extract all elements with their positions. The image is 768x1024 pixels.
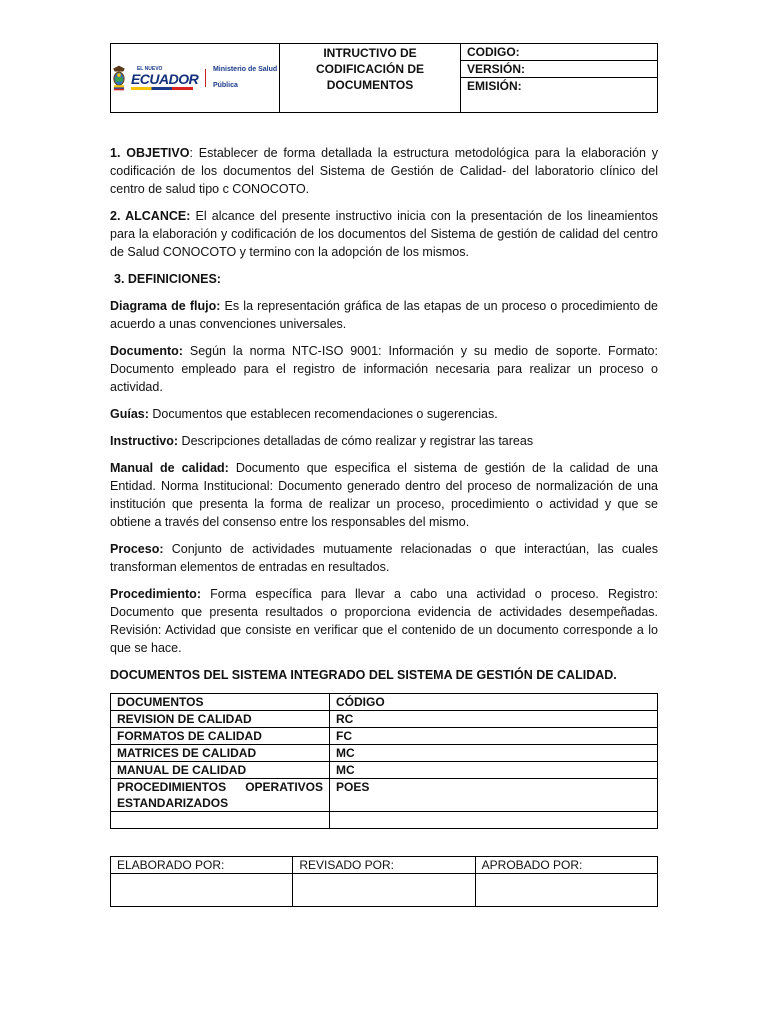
definition-item	[110, 297, 658, 333]
docs-table-heading: DOCUMENTOS DEL SISTEMA INTEGRADO DEL SISTEMA DE GESTIÓN DE CALIDAD.	[110, 668, 617, 682]
revisado-signature-area	[293, 874, 475, 907]
logo-divider	[205, 69, 206, 87]
definition-term: Diagrama de flujo:	[110, 299, 221, 313]
ministry-logo	[111, 44, 279, 112]
objetivo-paragraph	[110, 144, 658, 198]
doc-cell: REVISION DE CALIDAD	[111, 711, 330, 728]
definition-text: Descripciones detalladas de cómo realizar y registrar las tareas	[178, 434, 534, 448]
elaborado-signature-area	[111, 874, 293, 907]
code-cell: MC	[330, 762, 658, 779]
logo-cell	[111, 44, 280, 113]
objetivo-label: 1. OBJETIVO	[110, 146, 190, 160]
definition-text: Documento que especifica el sistema de gestión de la calidad de una Entidad. Norma Institucional: Documento generado dentro del proceso de normalización de una institución que presenta la forma de realizar un proceso, procedimiento o actividad y que se obtiene a través del consenso entre los responsables del mismo.	[110, 461, 658, 529]
document-header	[110, 43, 658, 113]
doc-cell: MATRICES DE CALIDAD	[111, 745, 330, 762]
table-row	[111, 779, 658, 812]
definition-term: Guías:	[110, 407, 149, 421]
document-title: INTRUCTIVO DE CODIFICACIÓN DE DOCUMENTOS	[280, 44, 461, 113]
emision-label: EMISIÓN:	[461, 78, 658, 95]
definition-text: Conjunto de actividades mutuamente relacionadas o que interactúan, las cuales transforman elementos de entradas en resultados.	[110, 542, 658, 574]
logo-brand-text: ECUADOR	[130, 70, 199, 87]
doc-cell-line: PROCEDIMIENTOS OPERATIVOS	[117, 780, 323, 794]
table-row	[111, 728, 658, 745]
definition-term: Proceso:	[110, 542, 164, 556]
codigo-label: CODIGO:	[461, 44, 658, 61]
signature-table	[110, 856, 658, 907]
doc-cell: FORMATOS DE CALIDAD	[111, 728, 330, 745]
definition-item	[110, 405, 658, 423]
alcance-label: 2. ALCANCE:	[110, 209, 191, 223]
table-header-row	[111, 694, 658, 711]
definition-item	[110, 585, 658, 657]
definition-text: Según la norma NTC-ISO 9001: Información y su medio de soporte. Formato: Documento empleado para el registro de información necesaria para realizar un proceso o actividad.	[110, 344, 658, 394]
definition-item	[110, 540, 658, 576]
code-cell: POES	[330, 779, 658, 812]
definition-text: Es la representación gráfica de las etapas de un proceso o procedimiento de acuerdo a unas convenciones universales.	[110, 299, 658, 331]
document-body	[110, 144, 658, 829]
code-cell: FC	[330, 728, 658, 745]
ecuador-coat-of-arms-icon	[111, 59, 127, 97]
empty-cell	[111, 812, 330, 829]
definition-item	[110, 432, 658, 450]
documents-table	[110, 693, 658, 829]
definition-term: Documento:	[110, 344, 183, 358]
flag-stripes	[131, 87, 193, 90]
definition-term: Instructivo:	[110, 434, 179, 448]
alcance-paragraph	[110, 207, 658, 261]
code-cell: MC	[330, 745, 658, 762]
definition-item	[110, 459, 658, 531]
revisado-label: REVISADO POR:	[293, 857, 475, 874]
col-header-codigo: CÓDIGO	[330, 694, 658, 711]
doc-cell	[111, 779, 330, 812]
doc-cell-line: ESTANDARIZADOS	[117, 796, 229, 810]
definition-text: Forma específica para llevar a cabo una actividad o proceso. Registro: Documento que presenta resultados o proporciona evidencia de actividades desempeñadas. Revisión: Actividad que consiste en verificar que el contenido de un documento corresponde a lo que se hace.	[110, 587, 658, 655]
table-row-empty	[111, 812, 658, 829]
definition-term: Manual de calidad:	[110, 461, 229, 475]
aprobado-signature-area	[475, 874, 657, 907]
table-row	[111, 711, 658, 728]
table-row	[111, 745, 658, 762]
doc-cell: MANUAL DE CALIDAD	[111, 762, 330, 779]
definition-item	[110, 342, 658, 396]
elaborado-label: ELABORADO POR:	[111, 857, 293, 874]
definiciones-heading: 3. DEFINICIONES:	[114, 272, 221, 286]
emision-value-area	[461, 94, 658, 113]
definition-text: Documentos que establecen recomendaciones o sugerencias.	[148, 407, 498, 421]
aprobado-label: APROBADO POR:	[475, 857, 657, 874]
table-row	[111, 762, 658, 779]
logo-small-text: EL NUEVO	[136, 65, 163, 72]
code-cell: RC	[330, 711, 658, 728]
objetivo-text: : Establecer de forma detallada la estructura metodológica para la elaboración y codificación de los documentos del Sistema de Gestión de Calidad- del laboratorio clínico del centro de salud tipo c CONOCOTO.	[110, 146, 658, 196]
ministry-name: Ministerio de Salud Pública	[212, 66, 278, 89]
version-label: VERSIÓN:	[461, 61, 658, 78]
empty-cell	[330, 812, 658, 829]
alcance-text: El alcance del presente instructivo inicia con la presentación de los lineamientos para la elaboración y codificación de los documentos del Sistema de gestión de calidad del centro de Salud CONOCOTO y termino con la adopción de los mismos.	[110, 209, 658, 259]
col-header-documentos: DOCUMENTOS	[111, 694, 330, 711]
definition-term: Procedimiento:	[110, 587, 201, 601]
